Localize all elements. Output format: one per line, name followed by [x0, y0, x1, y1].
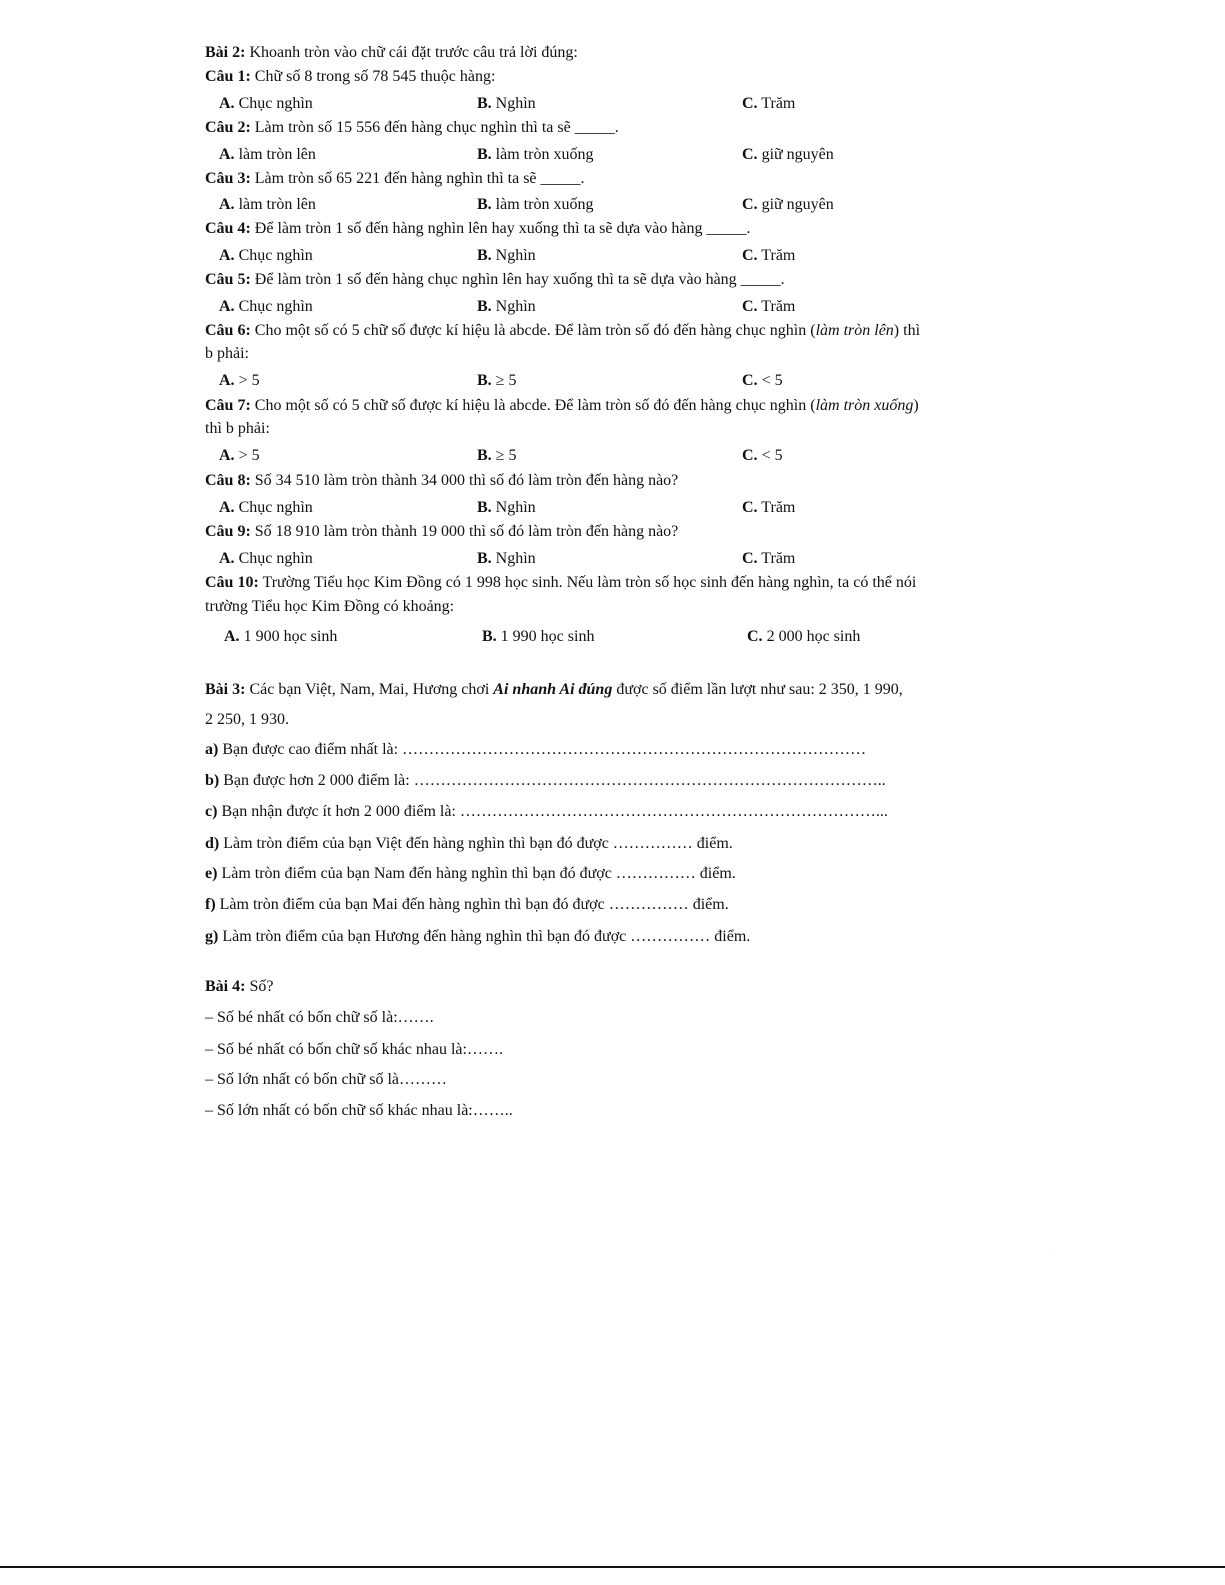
q9-option-a[interactable]: A. Chục nghìn	[219, 550, 313, 567]
question-10: Câu 10: Trường Tiểu học Kim Đồng có 1 998 học sinh. Nếu làm tròn số học sinh đến hàng nghìn, ta có thể nói	[205, 574, 917, 591]
q1-option-a[interactable]: A. Chục nghìn	[219, 95, 313, 112]
question-5: Câu 5: Để làm tròn 1 số đến hàng chục nghìn lên hay xuống thì ta sẽ dựa vào hàng _____.	[205, 271, 785, 288]
q5-option-a[interactable]: A. Chục nghìn	[219, 298, 313, 315]
q7-option-c[interactable]: C. < 5	[742, 447, 783, 464]
bai4-item-3[interactable]: – Số lớn nhất có bốn chữ số là………	[205, 1071, 447, 1088]
bai3-heading-line2: 2 250, 1 930.	[205, 711, 289, 728]
q4-option-a[interactable]: A. Chục nghìn	[219, 247, 313, 264]
question-3: Câu 3: Làm tròn số 65 221 đến hàng nghìn thì ta sẽ _____.	[205, 170, 585, 187]
q10-option-a[interactable]: A. 1 900 học sinh	[224, 628, 338, 645]
q4-option-b[interactable]: B. Nghìn	[477, 247, 536, 264]
question-9: Câu 9: Số 18 910 làm tròn thành 19 000 thì số đó làm tròn đến hàng nào?	[205, 523, 679, 540]
q3-option-a[interactable]: A. làm tròn lên	[219, 196, 316, 213]
q7-option-b[interactable]: B. ≥ 5	[477, 447, 517, 464]
bai3-item-a[interactable]: a) Bạn được cao điểm nhất là: ……………………………………………………………………………	[205, 741, 867, 758]
bai3-item-g[interactable]: g) Làm tròn điểm của bạn Hương đến hàng nghìn thì bạn đó được …………… điểm.	[205, 928, 751, 945]
question-2: Câu 2: Làm tròn số 15 556 đến hàng chục nghìn thì ta sẽ _____.	[205, 119, 619, 136]
question-10-line2: trường Tiểu học Kim Đồng có khoảng:	[205, 598, 455, 615]
bai3-item-c[interactable]: c) Bạn nhận được ít hơn 2 000 điểm là: ……………………………………………………………………...	[205, 803, 888, 820]
q9-option-c[interactable]: C. Trăm	[742, 550, 796, 567]
bai4-item-4[interactable]: – Số lớn nhất có bốn chữ số khác nhau là:……..	[205, 1102, 513, 1119]
q6-option-c[interactable]: C. < 5	[742, 372, 783, 389]
page-bottom-rule	[0, 1566, 1225, 1568]
question-1: Câu 1: Chữ số 8 trong số 78 545 thuộc hàng:	[205, 68, 496, 85]
question-6: Câu 6: Cho một số có 5 chữ số được kí hiệu là abcde. Để làm tròn số đó đến hàng chục nghìn (làm tròn lên) thì	[205, 322, 921, 339]
q1-option-c[interactable]: C. Trăm	[742, 95, 796, 112]
q4-option-c[interactable]: C. Trăm	[742, 247, 796, 264]
bai3-heading: Bài 3: Các bạn Việt, Nam, Mai, Hương chơi Ai nhanh Ai đúng được số điểm lần lượt như sau: 2 350, 1 990,	[205, 681, 903, 698]
bai3-item-d[interactable]: d) Làm tròn điểm của bạn Việt đến hàng nghìn thì bạn đó được …………… điểm.	[205, 835, 733, 852]
question-7-line2: thì b phải:	[205, 420, 270, 437]
q9-option-b[interactable]: B. Nghìn	[477, 550, 536, 567]
q1-option-b[interactable]: B. Nghìn	[477, 95, 536, 112]
question-8: Câu 8: Số 34 510 làm tròn thành 34 000 thì số đó làm tròn đến hàng nào?	[205, 472, 679, 489]
bai4-heading: Bài 4: Số?	[205, 978, 274, 995]
q2-option-c[interactable]: C. giữ nguyên	[742, 146, 834, 163]
q5-option-c[interactable]: C. Trăm	[742, 298, 796, 315]
q10-option-c[interactable]: C. 2 000 học sinh	[747, 628, 861, 645]
bai2-heading: Bài 2: Khoanh tròn vào chữ cái đặt trước câu trả lời đúng:	[205, 44, 578, 61]
bai3-item-b[interactable]: b) Bạn được hơn 2 000 điểm là: ……………………………………………………………………………..	[205, 772, 886, 789]
bai4-item-1[interactable]: – Số bé nhất có bốn chữ số là:…….	[205, 1009, 434, 1026]
q5-option-b[interactable]: B. Nghìn	[477, 298, 536, 315]
question-4: Câu 4: Để làm tròn 1 số đến hàng nghìn lên hay xuống thì ta sẽ dựa vào hàng _____.	[205, 220, 751, 237]
scan-speck	[1049, 1250, 1050, 1251]
q8-option-a[interactable]: A. Chục nghìn	[219, 499, 313, 516]
q8-option-b[interactable]: B. Nghìn	[477, 499, 536, 516]
q10-option-b[interactable]: B. 1 990 học sinh	[482, 628, 595, 645]
bai4-item-2[interactable]: – Số bé nhất có bốn chữ số khác nhau là:…….	[205, 1041, 503, 1058]
question-6-line2: b phải:	[205, 345, 249, 362]
q8-option-c[interactable]: C. Trăm	[742, 499, 796, 516]
q2-option-b[interactable]: B. làm tròn xuống	[477, 146, 594, 163]
question-7: Câu 7: Cho một số có 5 chữ số được kí hiệu là abcde. Để làm tròn số đó đến hàng chục nghìn (làm tròn xuống)	[205, 397, 919, 414]
q6-option-b[interactable]: B. ≥ 5	[477, 372, 517, 389]
q6-option-a[interactable]: A. > 5	[219, 372, 260, 389]
q3-option-c[interactable]: C. giữ nguyên	[742, 196, 834, 213]
q2-option-a[interactable]: A. làm tròn lên	[219, 146, 316, 163]
bai3-item-f[interactable]: f) Làm tròn điểm của bạn Mai đến hàng nghìn thì bạn đó được …………… điểm.	[205, 896, 729, 913]
q3-option-b[interactable]: B. làm tròn xuống	[477, 196, 594, 213]
bai3-item-e[interactable]: e) Làm tròn điểm của bạn Nam đến hàng nghìn thì bạn đó được …………… điểm.	[205, 865, 736, 882]
q7-option-a[interactable]: A. > 5	[219, 447, 260, 464]
